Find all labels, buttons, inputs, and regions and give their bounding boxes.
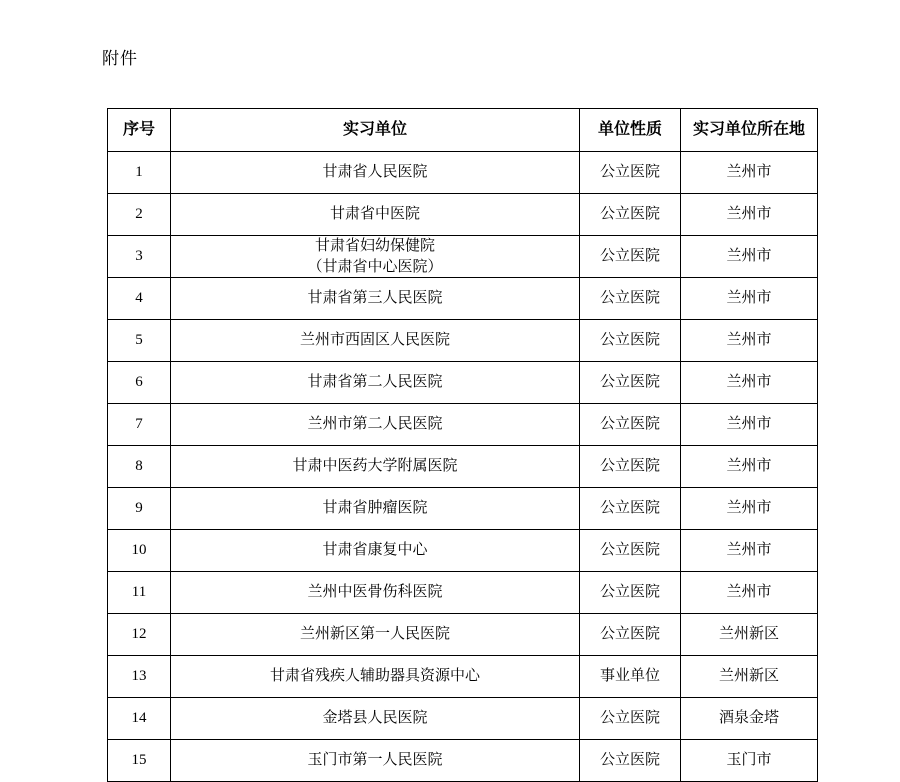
cell-unit: 甘肃省肿瘤医院 <box>171 488 580 530</box>
cell-location: 兰州市 <box>681 236 818 278</box>
cell-nature: 公立医院 <box>580 236 681 278</box>
cell-no: 7 <box>108 404 171 446</box>
cell-unit: 甘肃省中医院 <box>171 194 580 236</box>
table-row <box>108 614 818 656</box>
cell-nature: 公立医院 <box>580 614 681 656</box>
cell-location: 兰州市 <box>681 320 818 362</box>
cell-nature: 公立医院 <box>580 404 681 446</box>
cell-unit: 甘肃省第三人民医院 <box>171 278 580 320</box>
cell-location: 酒泉金塔 <box>681 698 818 740</box>
cell-unit <box>171 236 580 278</box>
cell-location: 兰州市 <box>681 362 818 404</box>
cell-location: 兰州新区 <box>681 656 818 698</box>
table-row <box>108 446 818 488</box>
cell-no: 2 <box>108 194 171 236</box>
cell-nature: 公立医院 <box>580 446 681 488</box>
cell-unit: 甘肃省康复中心 <box>171 530 580 572</box>
table-body <box>108 152 818 782</box>
cell-unit: 兰州市西固区人民医院 <box>171 320 580 362</box>
cell-unit-line1: 甘肃省妇幼保健院 <box>314 238 435 255</box>
cell-location: 兰州市 <box>681 446 818 488</box>
cell-location: 兰州市 <box>681 404 818 446</box>
cell-no: 6 <box>108 362 171 404</box>
cell-no: 14 <box>108 698 171 740</box>
cell-unit: 甘肃省人民医院 <box>171 152 580 194</box>
cell-no: 11 <box>108 572 171 614</box>
cell-location: 兰州市 <box>681 278 818 320</box>
cell-nature: 公立医院 <box>580 362 681 404</box>
table-row <box>108 236 818 278</box>
cell-nature: 公立医院 <box>580 488 681 530</box>
table-row <box>108 362 818 404</box>
table-row <box>108 194 818 236</box>
table-row <box>108 740 818 782</box>
cell-unit: 兰州新区第一人民医院 <box>171 614 580 656</box>
cell-nature: 公立医院 <box>580 152 681 194</box>
table-row <box>108 320 818 362</box>
cell-unit: 甘肃省残疾人辅助器具资源中心 <box>171 656 580 698</box>
header-cell-nature: 单位性质 <box>580 109 681 152</box>
cell-unit: 金塔县人民医院 <box>171 698 580 740</box>
table-row <box>108 656 818 698</box>
cell-unit: 兰州中医骨伤科医院 <box>171 572 580 614</box>
cell-location: 兰州新区 <box>681 614 818 656</box>
table-row <box>108 152 818 194</box>
table-header <box>108 109 818 152</box>
cell-nature: 公立医院 <box>580 740 681 782</box>
cell-no: 1 <box>108 152 171 194</box>
cell-location: 兰州市 <box>681 572 818 614</box>
table-row <box>108 278 818 320</box>
cell-no: 4 <box>108 278 171 320</box>
table-row <box>108 488 818 530</box>
table-row <box>108 530 818 572</box>
cell-no: 13 <box>108 656 171 698</box>
cell-no: 5 <box>108 320 171 362</box>
table-header-row <box>108 109 818 152</box>
header-cell-unit: 实习单位 <box>171 109 580 152</box>
table-row <box>108 404 818 446</box>
cell-no: 10 <box>108 530 171 572</box>
cell-nature: 公立医院 <box>580 278 681 320</box>
cell-nature: 公立医院 <box>580 698 681 740</box>
cell-nature: 事业单位 <box>580 656 681 698</box>
cell-unit: 甘肃中医药大学附属医院 <box>171 446 580 488</box>
cell-unit: 玉门市第一人民医院 <box>171 740 580 782</box>
attachment-label: 附件 <box>102 49 138 68</box>
cell-unit: 兰州市第二人民医院 <box>171 404 580 446</box>
cell-location: 兰州市 <box>681 194 818 236</box>
cell-unit-line2: （甘肃省中心医院） <box>307 258 443 275</box>
table-row <box>108 572 818 614</box>
header-cell-no: 序号 <box>108 109 171 152</box>
cell-location: 兰州市 <box>681 530 818 572</box>
cell-nature: 公立医院 <box>580 530 681 572</box>
cell-nature: 公立医院 <box>580 572 681 614</box>
cell-no: 8 <box>108 446 171 488</box>
cell-no: 9 <box>108 488 171 530</box>
cell-location: 玉门市 <box>681 740 818 782</box>
cell-location: 兰州市 <box>681 488 818 530</box>
internship-units-table <box>107 108 818 782</box>
cell-no: 15 <box>108 740 171 782</box>
table-row <box>108 698 818 740</box>
cell-unit: 甘肃省第二人民医院 <box>171 362 580 404</box>
cell-nature: 公立医院 <box>580 194 681 236</box>
internship-units-table-wrap <box>107 108 815 782</box>
cell-no: 12 <box>108 614 171 656</box>
cell-nature: 公立医院 <box>580 320 681 362</box>
cell-location: 兰州市 <box>681 152 818 194</box>
header-cell-location: 实习单位所在地 <box>681 109 818 152</box>
cell-no: 3 <box>108 236 171 278</box>
